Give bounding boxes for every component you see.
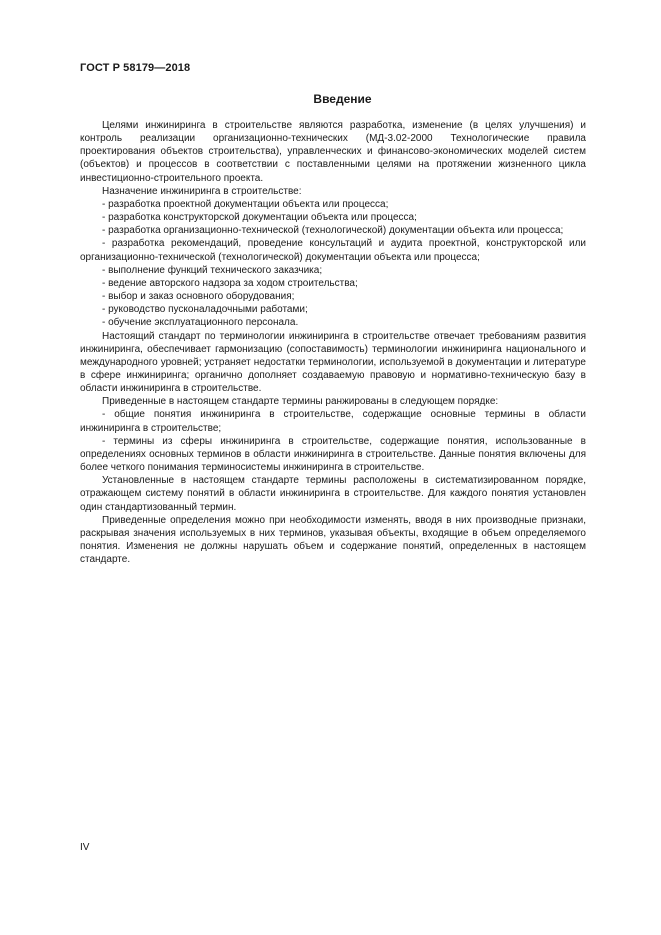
paragraph-goals: Целями инжиниринга в строительстве являются разработка, изменение (в целях улучшения) и контроль реализации организационно-технических (МД-3.02-2000 Технологические правила проектирования объектов строительства), управленческих и финансово-экономических моделей систем (объектов) и процессов в соответствии с поставленными целями на протяжении жизненного цикла инвестиционно-строительного проекта. [80, 120, 586, 184]
paragraph-purpose-intro: Назначение инжиниринга в строительстве: [102, 185, 302, 197]
list-item: - общие понятия инжиниринга в строительстве, содержащие основные термины в области инжиниринга в строительстве; [80, 409, 586, 434]
list-item: - разработка организационно-технической (технологической) документации объекта или процесса; [102, 225, 564, 237]
list-item: - ведение авторского надзора за ходом строительства; [102, 277, 358, 289]
list-item: - разработка конструкторской документации объекта или процесса; [102, 212, 417, 224]
list-item: - разработка проектной документации объекта или процесса; [102, 198, 389, 210]
list-item: - обучение эксплуатационного персонала. [102, 317, 299, 329]
body-text [80, 119, 586, 566]
document-id: ГОСТ Р 58179—2018 [80, 62, 191, 74]
section-title: Введение [313, 92, 372, 106]
list-item: - выполнение функций технического заказчика; [102, 264, 323, 276]
list-item: - термины из сферы инжиниринга в строительстве, содержащие понятия, использованные в определениях основных терминов в области инжиниринга в строительстве. Данные понятия включены для более четкого понимания терминосистемы инжиниринга в строительстве. [80, 435, 586, 474]
paragraph-standard-scope: Настоящий стандарт по терминологии инжиниринга в строительстве отвечает требованиям развития инжиниринга, обеспечивает гармонизацию (сопоставимость) терминологии инжиниринга национального и международного уровней; устраняет недостатки терминологии, используемой в документации и литературе в сфере инжиниринга; органично дополняет создаваемую правовую и нормативно-техническую базу в области инжиниринга в строительстве. [80, 330, 586, 395]
paragraph-definitions: Приведенные определения можно при необходимости изменять, вводя в них производные признаки, раскрывая значения используемых в них терминов, указывая объекты, входящие в объем определяемого понятия. Изменения не должны нарушать объем и содержание понятий, определенных в настоящем стандарте. [80, 514, 586, 566]
list-item: - руководство пусконаладочными работами; [102, 304, 308, 316]
page-number: IV [80, 842, 90, 853]
paragraph-ranking-intro: Приведенные в настоящем стандарте термины ранжированы в следующем порядке: [102, 396, 499, 408]
list-item: - выбор и заказ основного оборудования; [102, 291, 295, 303]
paragraph-systematization: Установленные в настоящем стандарте термины расположены в систематизированном порядке, отражающем систему понятий в области инжиниринга в строительстве. Для каждого понятия установлен один стандартизованный термин. [80, 475, 586, 513]
list-item: - разработка рекомендаций, проведение консультаций и аудита проектной, конструкторской или организационно-технической (технологической) документации объекта или процесса; [80, 238, 586, 263]
